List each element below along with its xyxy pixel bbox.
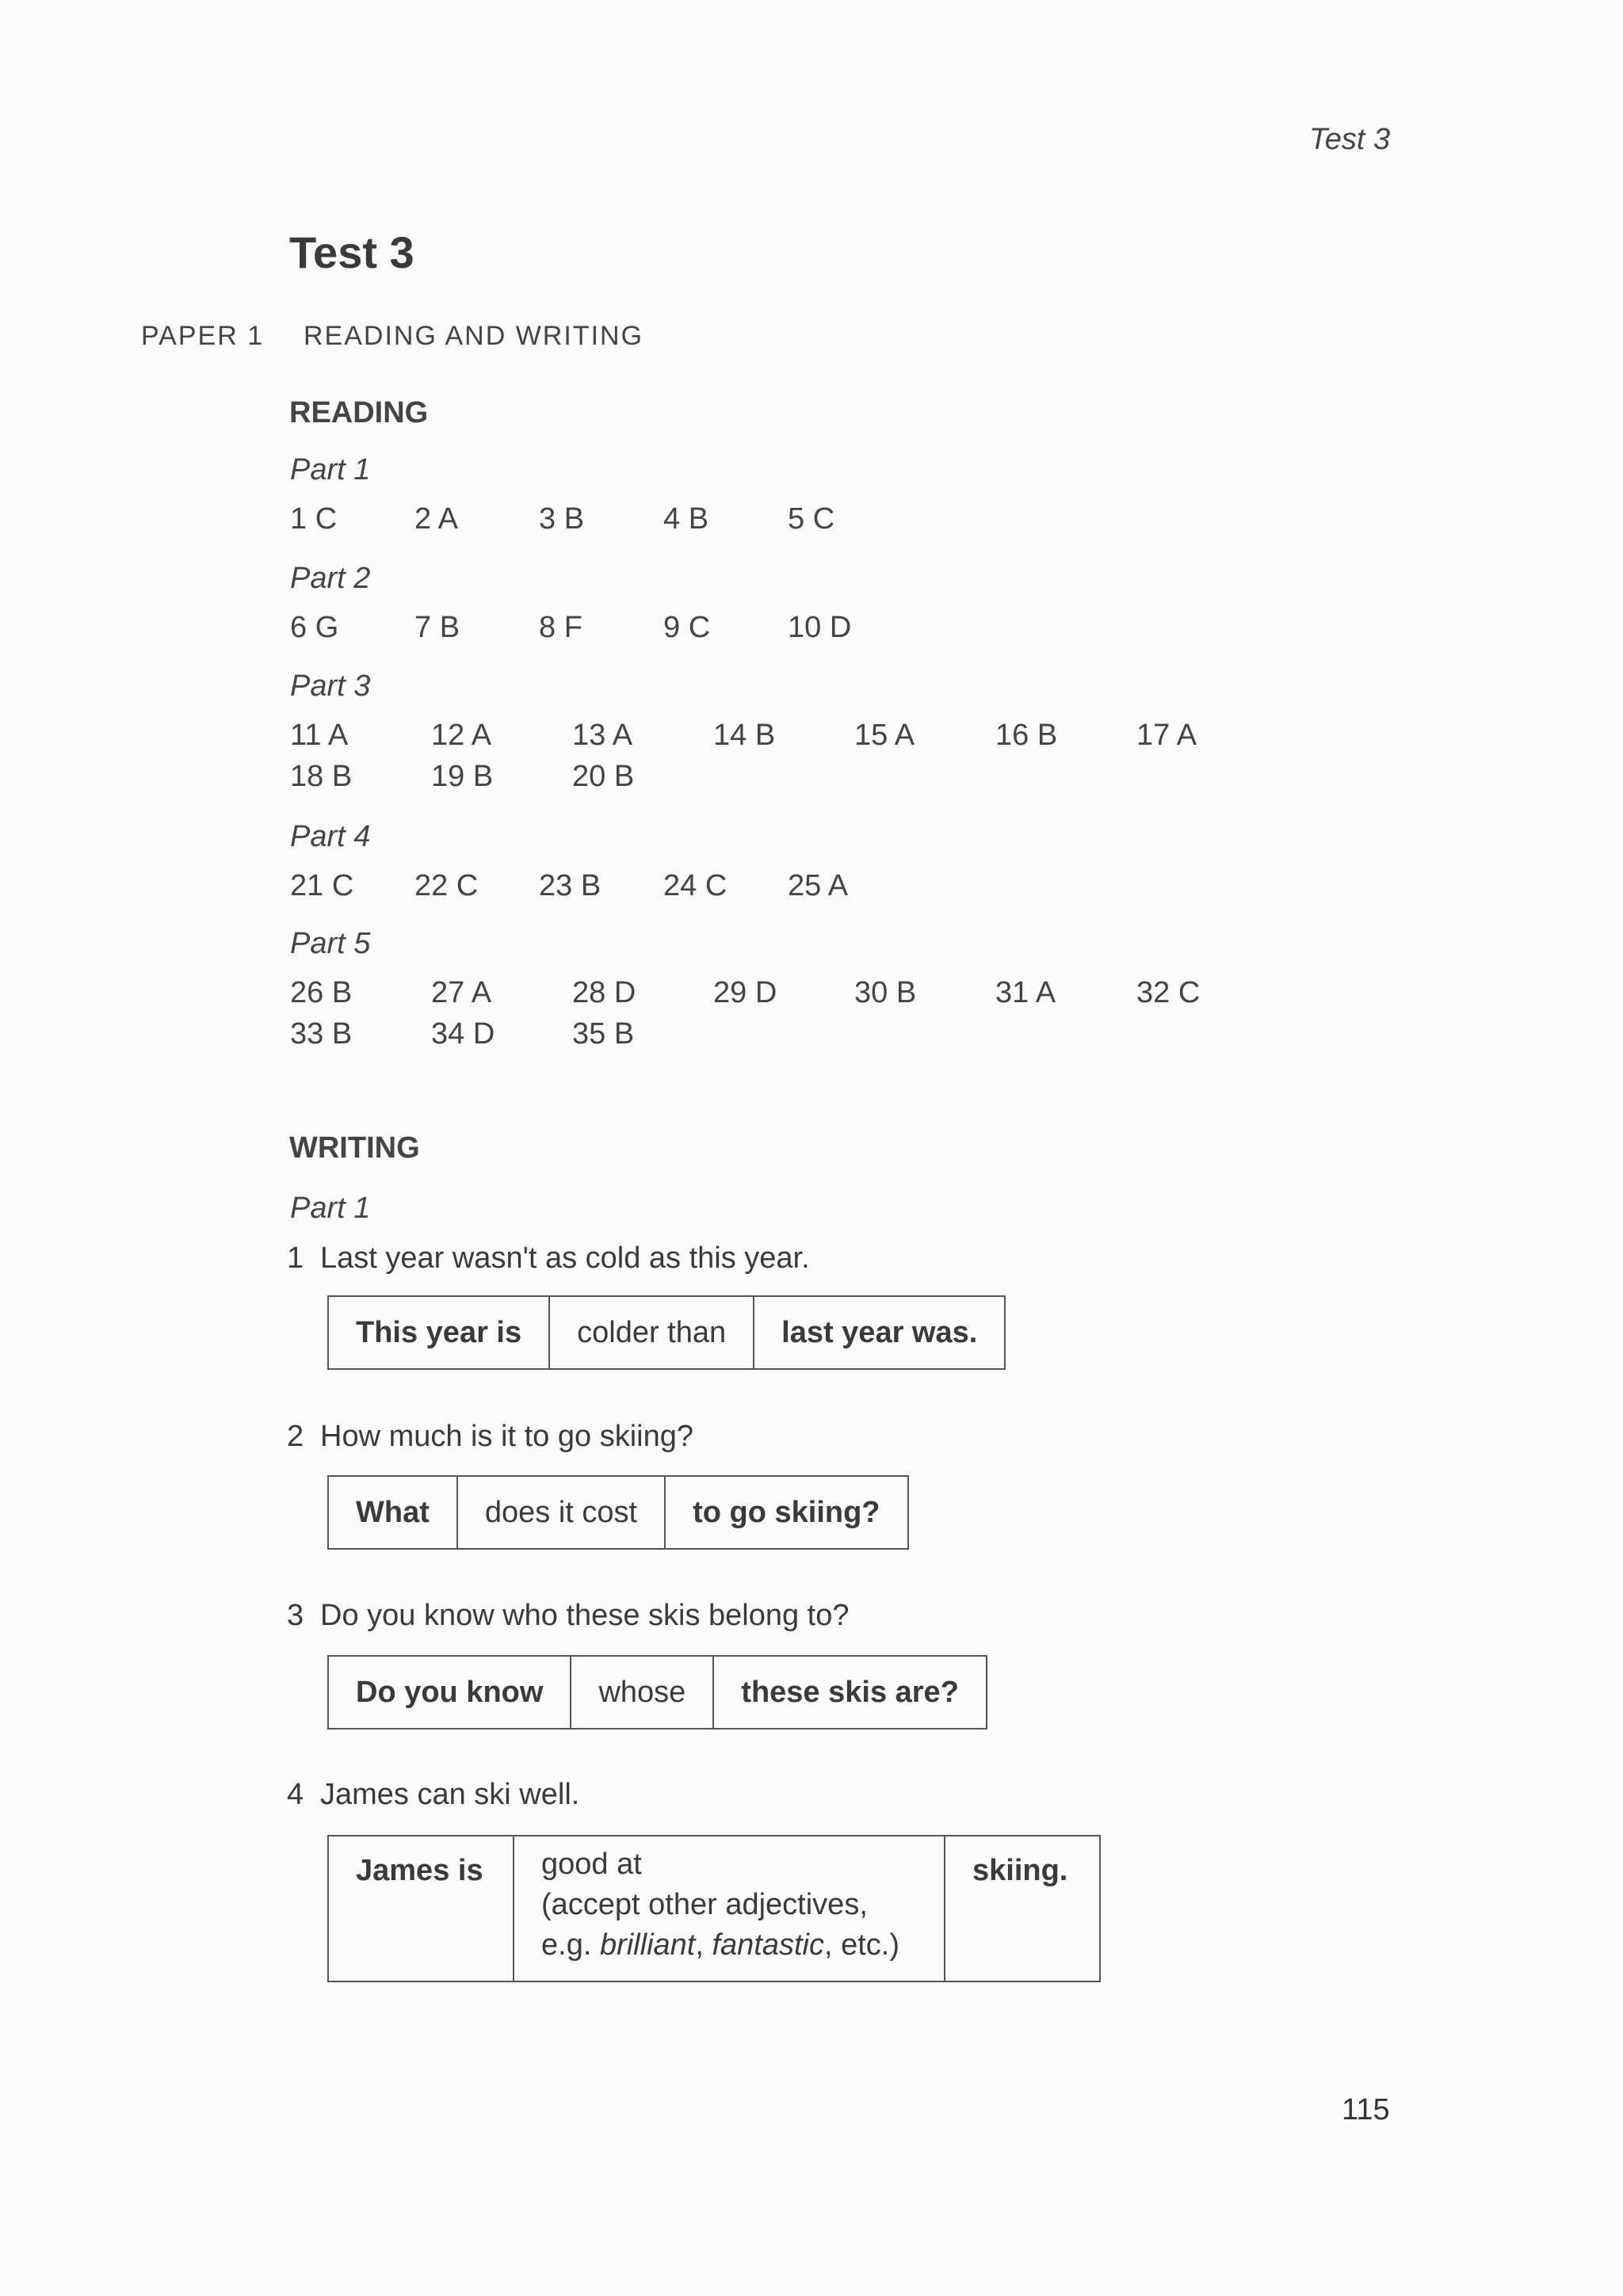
reading-answer: 10 D bbox=[788, 611, 852, 644]
paper-label: PAPER 1 bbox=[141, 321, 265, 351]
reading-answer: 1 C bbox=[290, 502, 338, 536]
reading-answer: 20 B bbox=[572, 760, 635, 793]
reading-answer: 28 D bbox=[572, 976, 636, 1009]
question-number: 4 bbox=[287, 1778, 304, 1811]
answer-table-1 bbox=[327, 1295, 1006, 1370]
reading-answer: 6 G bbox=[290, 611, 339, 644]
reading-answer: 26 B bbox=[290, 976, 353, 1009]
reading-answer: 25 A bbox=[788, 869, 849, 902]
reading-answer: 35 B bbox=[572, 1017, 635, 1051]
reading-part-label: Part 1 bbox=[290, 453, 371, 486]
writing-question-2 bbox=[287, 1420, 693, 1454]
answer-start: James is bbox=[328, 1836, 514, 1981]
reading-answer: 33 B bbox=[290, 1017, 353, 1051]
answer-note-line2: e.g. brilliant, fantastic, etc.) bbox=[541, 1928, 900, 1962]
running-head: Test 3 bbox=[1309, 123, 1391, 156]
reading-part-label: Part 4 bbox=[290, 820, 371, 853]
page-number: 115 bbox=[1342, 2093, 1390, 2126]
reading-answer: 29 D bbox=[713, 976, 777, 1009]
reading-answer: 17 A bbox=[1136, 719, 1197, 752]
reading-answer: 4 B bbox=[663, 502, 709, 536]
reading-part-label: Part 2 bbox=[290, 562, 371, 595]
answer-start: This year is bbox=[328, 1296, 549, 1369]
writing-heading: WRITING bbox=[289, 1131, 420, 1165]
reading-answer: 32 C bbox=[1136, 976, 1201, 1009]
answer-start: Do you know bbox=[328, 1656, 571, 1729]
reading-answer: 13 A bbox=[572, 719, 633, 752]
question-text: James can ski well. bbox=[320, 1778, 580, 1811]
answer-gap: whose bbox=[571, 1656, 713, 1729]
answer-gap: does it cost bbox=[457, 1476, 665, 1549]
reading-answer: 9 C bbox=[663, 611, 711, 644]
reading-answer: 12 A bbox=[431, 719, 492, 752]
reading-answer: 16 B bbox=[995, 719, 1058, 752]
reading-answer: 22 C bbox=[414, 869, 479, 902]
answer-table-2 bbox=[327, 1475, 909, 1550]
reading-heading: READING bbox=[289, 396, 429, 429]
reading-part-label: Part 3 bbox=[290, 669, 371, 703]
reading-answer: 19 B bbox=[431, 760, 494, 793]
answer-table-4 bbox=[327, 1835, 1101, 1982]
question-number: 2 bbox=[287, 1420, 304, 1453]
reading-answer: 34 D bbox=[431, 1017, 495, 1051]
answer-gap bbox=[514, 1836, 945, 1981]
reading-answer: 11 A bbox=[290, 719, 349, 752]
reading-answer: 18 B bbox=[290, 760, 353, 793]
reading-answer: 7 B bbox=[414, 611, 460, 644]
reading-answer: 24 C bbox=[663, 869, 727, 902]
question-number: 1 bbox=[287, 1241, 304, 1275]
reading-answer: 31 A bbox=[995, 976, 1056, 1009]
question-text: How much is it to go skiing? bbox=[320, 1420, 693, 1453]
answer-end: last year was. bbox=[754, 1296, 1005, 1369]
reading-answer: 30 B bbox=[854, 976, 917, 1009]
answer-end: to go skiing? bbox=[665, 1476, 907, 1549]
question-text: Do you know who these skis belong to? bbox=[320, 1599, 850, 1632]
reading-answer: 21 C bbox=[290, 869, 354, 902]
reading-answer: 5 C bbox=[788, 502, 835, 536]
answer-table-3 bbox=[327, 1655, 987, 1730]
question-number: 3 bbox=[287, 1599, 304, 1632]
reading-answer: 27 A bbox=[431, 976, 492, 1009]
answer-note-line1: (accept other adjectives, bbox=[541, 1888, 868, 1921]
answer-gap: colder than bbox=[549, 1296, 754, 1369]
reading-answer: 3 B bbox=[539, 502, 585, 536]
page-title: Test 3 bbox=[289, 227, 414, 277]
question-text: Last year wasn't as cold as this year. bbox=[320, 1241, 810, 1275]
reading-answer: 2 A bbox=[414, 502, 458, 536]
writing-part-label: Part 1 bbox=[290, 1192, 371, 1225]
reading-part-label: Part 5 bbox=[290, 927, 371, 960]
reading-answer: 15 A bbox=[854, 719, 915, 752]
paper-title: READING AND WRITING bbox=[304, 321, 644, 351]
writing-question-4 bbox=[287, 1778, 579, 1812]
answer-gap-text: good at bbox=[541, 1848, 642, 1881]
reading-answer: 8 F bbox=[539, 611, 582, 644]
reading-answer: 23 B bbox=[539, 869, 601, 902]
answer-start: What bbox=[328, 1476, 457, 1549]
writing-question-1 bbox=[287, 1241, 810, 1276]
answer-end: these skis are? bbox=[713, 1656, 987, 1729]
reading-answer: 14 B bbox=[713, 719, 776, 752]
answer-end: skiing. bbox=[945, 1836, 1100, 1981]
writing-question-3 bbox=[287, 1599, 850, 1633]
